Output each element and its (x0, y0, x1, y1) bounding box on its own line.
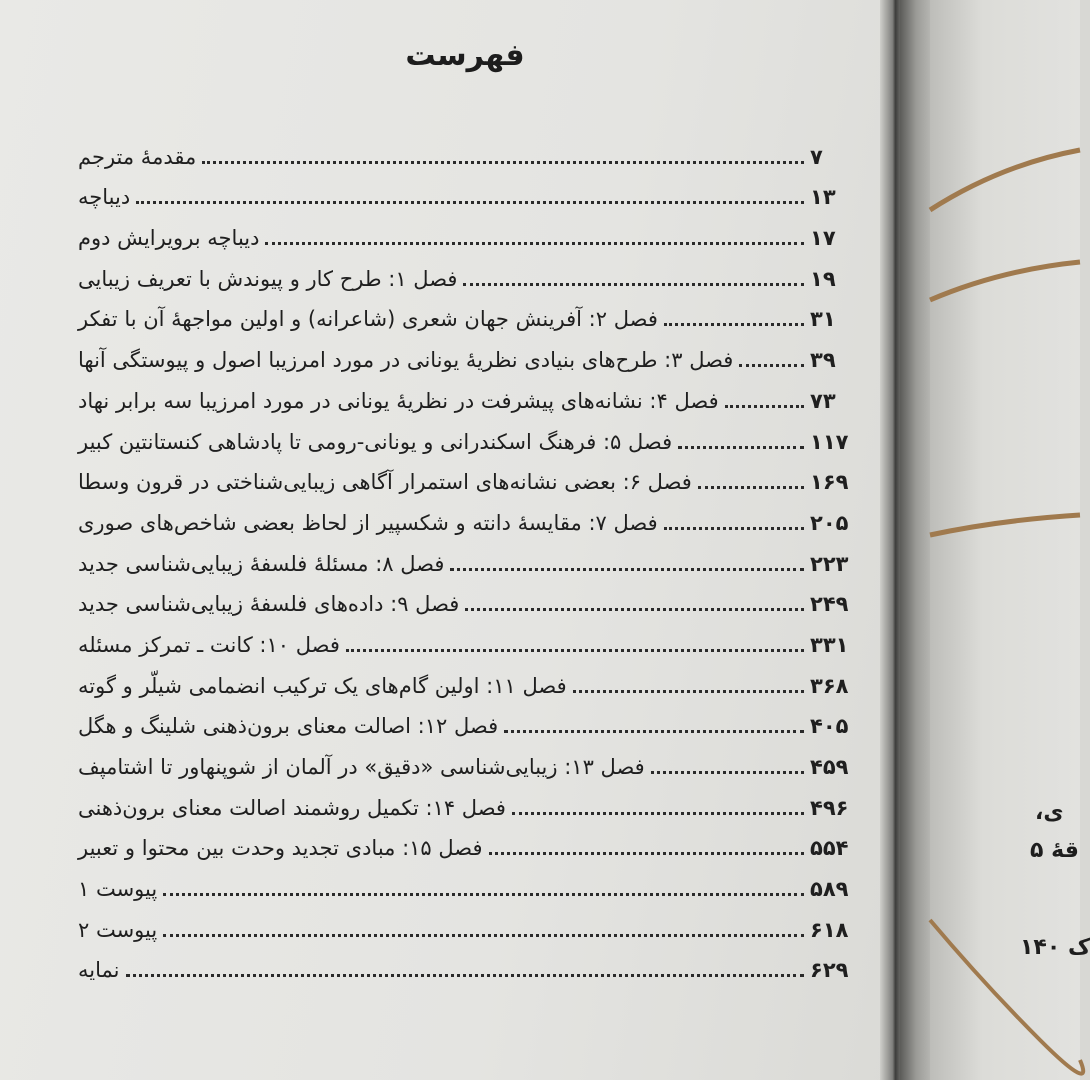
toc-entry-title: پیوست ۱ (78, 877, 158, 902)
toc-page-number: ۱۳ (810, 185, 836, 210)
toc-entry-title: پیوست ۲ (78, 917, 158, 942)
toc-entry-title: دیباچه برویرایش دوم (78, 226, 260, 251)
toc-row (78, 862, 858, 903)
toc-page-number: ۳۶۸ (810, 673, 849, 698)
dot-leader (725, 404, 804, 408)
toc-row (78, 781, 858, 822)
toc-page-number: ۲۴۹ (810, 592, 849, 617)
dot-leader (512, 811, 804, 815)
toc-page-number: ۱۷ (810, 226, 836, 251)
toc-row (78, 822, 858, 863)
toc-entry-title: دیباچه (78, 185, 131, 210)
toc-page-number: ۳۳۱ (810, 632, 849, 657)
dot-leader (202, 160, 804, 164)
toc-entry-title: فصل ۳: طرح‌های بنیادی نظریهٔ یونانی در مورد امرزیبا اصول و پیوستگی آنها (78, 348, 734, 373)
facing-page (930, 0, 1090, 1080)
facing-text-1: ی، (1035, 800, 1064, 825)
toc-entry-title: فصل ۲: آفرینش جهان شعری (شاعرانه) و اولین مواجههٔ آن با تفکر (78, 307, 658, 332)
toc-entry-title: فصل ۴: نشانه‌های پیشرفت در نظریهٔ یونانی در مورد امرزیبا سه برابر نهاد (78, 388, 719, 413)
dot-leader (678, 445, 804, 449)
toc-entry-title: فصل ۱۲: اصالت معنای برون‌ذهنی شلینگ و هگل (78, 714, 499, 739)
toc-row (78, 537, 858, 578)
facing-text-2: قهٔ ۵ (1030, 838, 1079, 863)
dot-leader (504, 729, 804, 733)
toc-page-number: ۲۲۳ (810, 551, 849, 576)
toc-page-number: ۱۶۹ (810, 470, 849, 495)
dot-leader (739, 363, 804, 367)
toc-entry-title: مقدمهٔ مترجم (78, 144, 197, 169)
toc-entry-title: فصل ۱۳: زیبایی‌شناسی «دقیق» در آلمان از شوپنهاور تا اشتامپف (78, 755, 645, 779)
dot-leader (465, 607, 804, 611)
table-of-contents (78, 130, 858, 984)
toc-page-number: ۵۸۹ (810, 877, 849, 902)
toc-row (78, 171, 858, 212)
toc-row (78, 293, 858, 334)
toc-row (78, 456, 858, 497)
toc-page-number: ۷۳ (810, 388, 836, 413)
toc-row (78, 944, 858, 985)
toc-entry-title: فصل ۱: طرح کار و پیوندش با تعریف زیبایی (78, 266, 458, 291)
toc-entry-title: فصل ۸: مسئلهٔ فلسفهٔ زیبایی‌شناسی جدید (78, 551, 445, 576)
toc-page-number: ۳۹ (810, 348, 836, 373)
page-title: فهرست (405, 38, 525, 73)
toc-row (78, 415, 858, 456)
dot-leader (573, 689, 804, 693)
toc-row (78, 903, 858, 944)
toc-row (78, 659, 858, 700)
toc-page-number: ۶۲۹ (810, 958, 849, 983)
dot-leader (163, 892, 804, 896)
dot-leader (664, 526, 804, 530)
dot-leader (136, 200, 804, 204)
toc-entry-title: فصل ۱۴: تکمیل روشمند اصالت معنای برون‌ذهنی (78, 795, 506, 820)
dot-leader (489, 851, 804, 855)
toc-entry-title: فصل ۶: بعضی نشانه‌های استمرار آگاهی زیبایی‌شناختی در قرون وسطا (78, 470, 692, 495)
decorative-curves (930, 0, 1080, 1080)
toc-row (78, 618, 858, 659)
toc-page-number: ۴۵۹ (810, 755, 849, 779)
toc-entry-title: فصل ۱۱: اولین گام‌های یک ترکیب انضمامی شیلّر و گوته (78, 673, 567, 698)
toc-page-number: ۳۱ (810, 307, 836, 332)
toc-page-number: ۱۱۷ (810, 429, 849, 454)
toc-page-number: ۶۱۸ (810, 917, 849, 942)
toc-row (78, 130, 858, 171)
toc-page-number: ۴۹۶ (810, 795, 849, 820)
toc-entry-title: فصل ۱۰: کانت ـ تمرکز مسئله (78, 632, 340, 657)
toc-entry-title: فصل ۱۵: مبادی تجدید وحدت بین محتوا و تعبیر (78, 836, 483, 861)
toc-page-number: ۱۹ (810, 266, 836, 291)
toc-page-number: ۲۰۵ (810, 510, 849, 535)
dot-leader (698, 485, 804, 489)
facing-text-3: ک ۱۴۰ (1020, 935, 1090, 960)
toc-row (78, 578, 858, 619)
toc-entry-title: فصل ۵: فرهنگ اسکندرانی و یونانی-رومی تا پادشاهی کنستانتین کبیر (78, 429, 673, 454)
toc-page-number: ۴۰۵ (810, 714, 849, 739)
dot-leader (265, 241, 804, 245)
dot-leader (664, 322, 804, 326)
toc-row (78, 700, 858, 741)
toc-page-number: ۷ (810, 144, 823, 169)
toc-row (78, 496, 858, 537)
dot-leader (450, 567, 804, 571)
toc-entry-title: نمایه (78, 958, 120, 983)
dot-leader (163, 933, 804, 937)
toc-row (78, 374, 858, 415)
toc-entry-title: فصل ۹: داده‌های فلسفهٔ زیبایی‌شناسی جدید (78, 592, 460, 617)
toc-row (78, 211, 858, 252)
toc-entry-title: فصل ۷: مقایسهٔ دانته و شکسپیر از لحاظ بعضی شاخص‌های صوری (78, 510, 658, 535)
toc-page-number: ۵۵۴ (810, 836, 849, 861)
dot-leader (463, 282, 804, 286)
toc-row (78, 740, 858, 781)
dot-leader (346, 648, 804, 652)
toc-row (78, 333, 858, 374)
dot-leader (126, 973, 805, 977)
toc-row (78, 252, 858, 293)
dot-leader (651, 770, 804, 774)
